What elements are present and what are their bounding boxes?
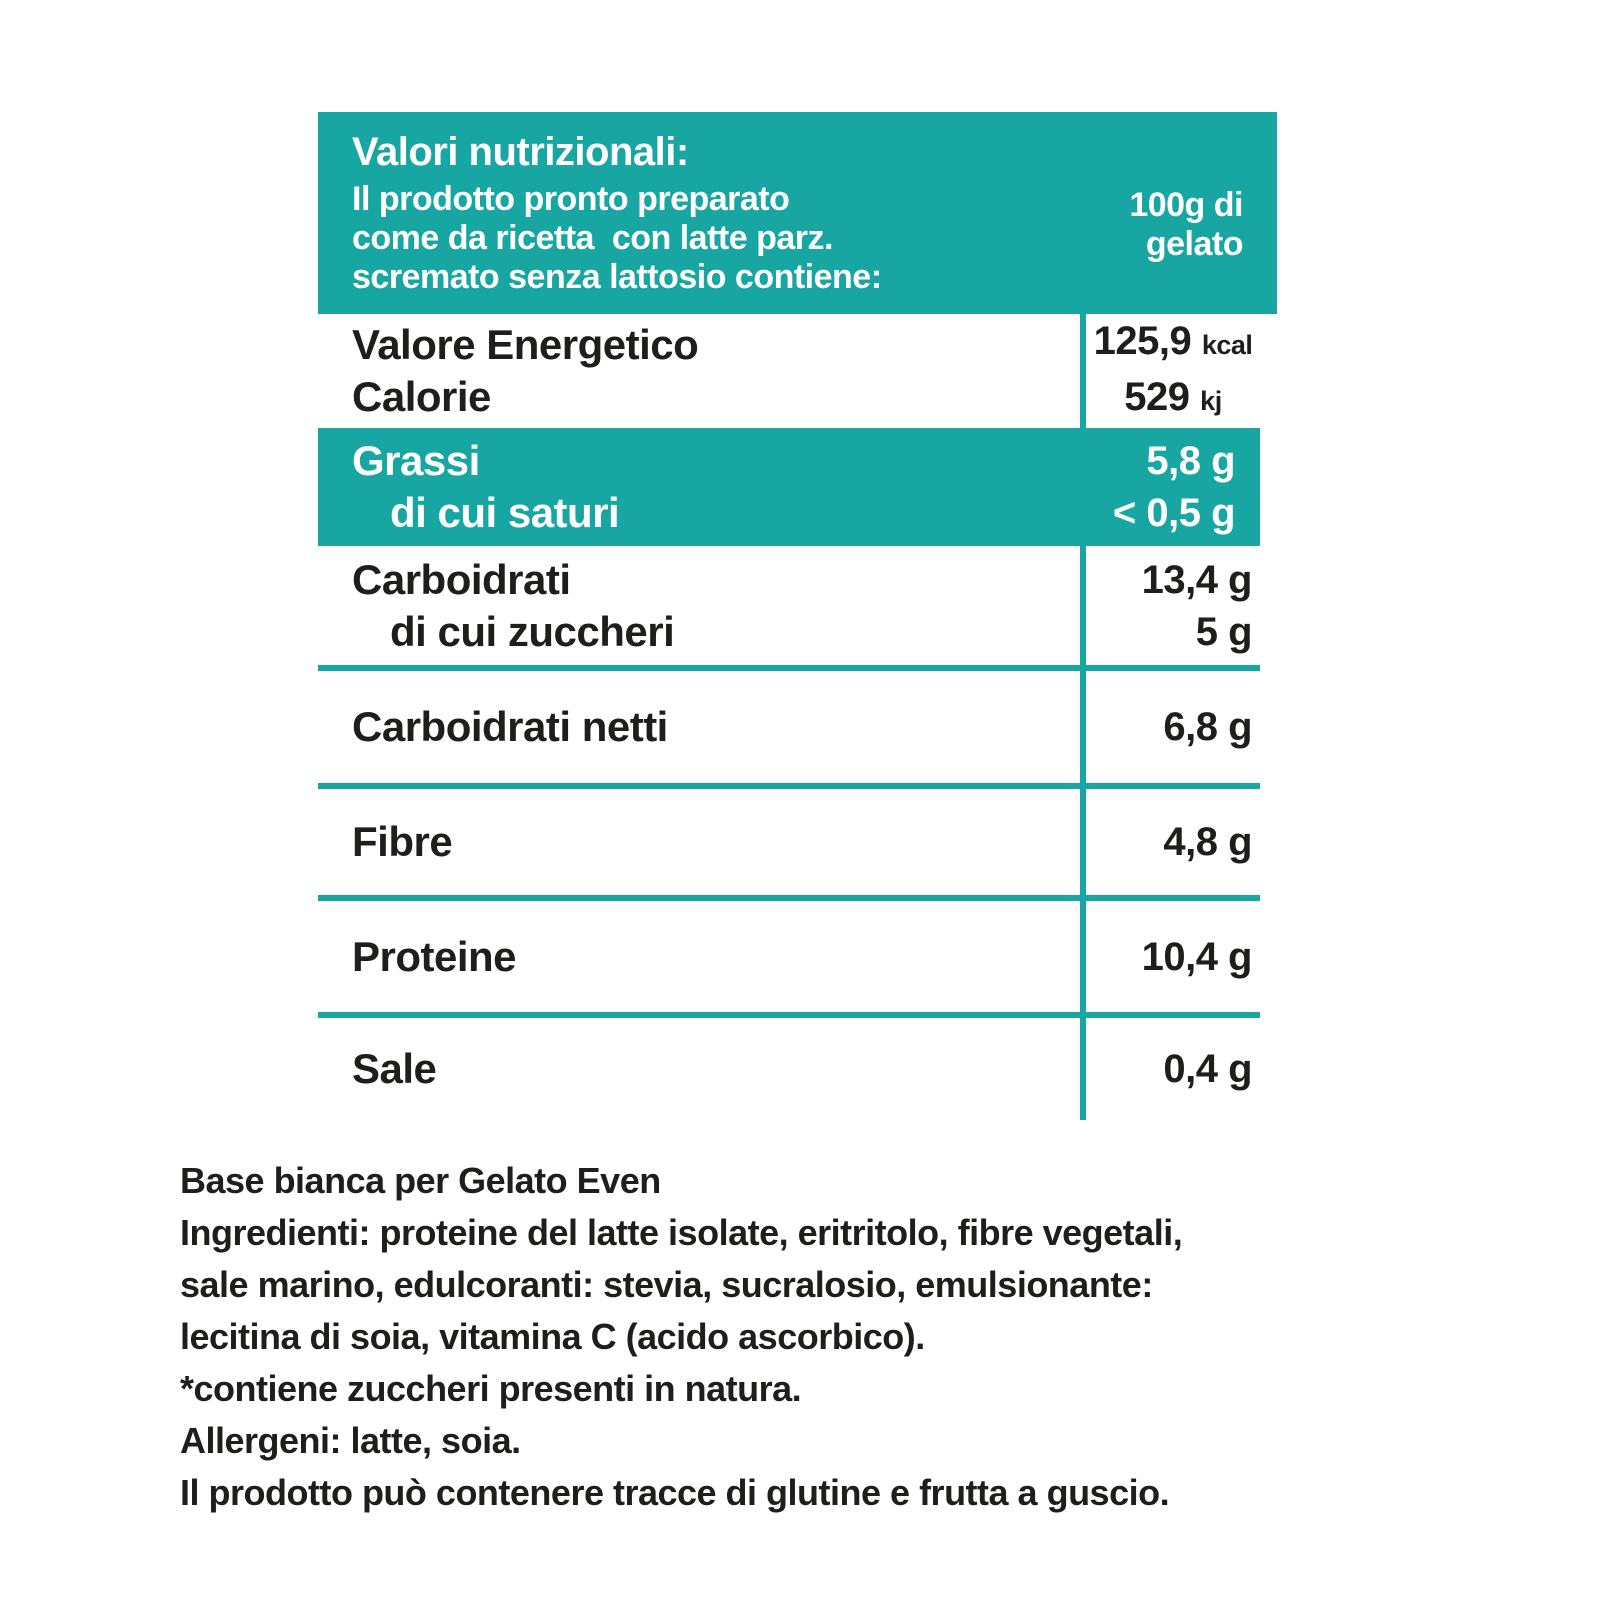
product-name-line: Base bianca per Gelato Even xyxy=(180,1160,661,1201)
row-salt xyxy=(318,1018,1260,1120)
net-carbs-label: Carboidrati netti xyxy=(352,703,668,750)
energy-label-line1: Valore Energetico xyxy=(352,321,699,368)
row-energy xyxy=(318,314,1260,428)
nutrition-table xyxy=(318,314,1260,1120)
carbs-value-sugars: 5 g xyxy=(1195,609,1252,654)
energy-kcal-number: 125,9 xyxy=(1093,319,1192,363)
serving-size-line2: gelato xyxy=(1145,225,1243,263)
fat-value-saturated: < 0,5 g xyxy=(1112,491,1235,535)
protein-value: 10,4 g xyxy=(1141,934,1252,979)
row-protein xyxy=(318,901,1260,1012)
carbs-label-sugars: di cui zuccheri xyxy=(390,607,675,655)
fat-value xyxy=(1086,435,1260,539)
energy-value xyxy=(1086,315,1260,427)
fat-value-main: 5,8 g xyxy=(1146,439,1235,483)
salt-label: Sale xyxy=(352,1045,437,1092)
natural-sugars-note-line: *contiene zuccheri presenti in natura. xyxy=(180,1368,802,1409)
row-fat xyxy=(318,428,1260,546)
fat-label-main: Grassi xyxy=(352,437,480,484)
fiber-value: 4,8 g xyxy=(1163,820,1252,864)
nutrition-header-box xyxy=(318,112,1277,314)
protein-label: Proteine xyxy=(352,932,517,980)
header-subtitle-line: come da ricetta con latte parz. xyxy=(352,219,833,257)
allergens-line: Allergeni: latte, soia. xyxy=(180,1420,521,1461)
ingredients-line: lecitina di soia, vitamina C (acido ascorbico). xyxy=(180,1316,925,1357)
row-fiber xyxy=(318,789,1260,895)
net-carbs-value: 6,8 g xyxy=(1163,705,1252,749)
header-subtitle-line: scremato senza lattosio contiene: xyxy=(352,258,882,296)
carbs-label xyxy=(318,554,1086,658)
energy-label xyxy=(318,319,1086,423)
carbs-label-main: Carboidrati xyxy=(352,555,571,603)
traces-warning-line: Il prodotto può contenere tracce di glutine e frutta a guscio. xyxy=(180,1472,1170,1513)
fiber-label: Fibre xyxy=(352,818,453,865)
serving-size-line1: 100g di xyxy=(1129,186,1243,224)
header-title: Valori nutrizionali: xyxy=(352,130,689,174)
ingredients-line: sale marino, edulcoranti: stevia, sucralosio, emulsionante: xyxy=(180,1264,1153,1305)
fat-label-saturated: di cui saturi xyxy=(390,489,620,536)
salt-value: 0,4 g xyxy=(1163,1047,1252,1091)
header-subtitle-line: Il prodotto pronto preparato xyxy=(352,180,790,218)
header-text-block xyxy=(352,128,882,314)
ingredients-block xyxy=(180,1155,1570,1519)
energy-kj-number: 529 xyxy=(1124,375,1190,419)
serving-size xyxy=(1129,128,1243,314)
carbs-value xyxy=(1086,554,1260,658)
ingredients-line: Ingredienti: proteine del latte isolate, eritritolo, fibre vegetali, xyxy=(180,1212,1183,1253)
energy-kcal-unit: kcal xyxy=(1201,330,1253,360)
row-carbs xyxy=(318,546,1260,665)
energy-label-line2: Calorie xyxy=(352,373,491,420)
fat-label xyxy=(318,435,1086,539)
carbs-value-main: 13,4 g xyxy=(1141,557,1252,602)
row-net-carbs xyxy=(318,671,1260,783)
energy-value-kj xyxy=(1086,371,1260,427)
energy-kj-unit: kj xyxy=(1200,386,1222,416)
energy-value-kcal xyxy=(1086,315,1260,371)
